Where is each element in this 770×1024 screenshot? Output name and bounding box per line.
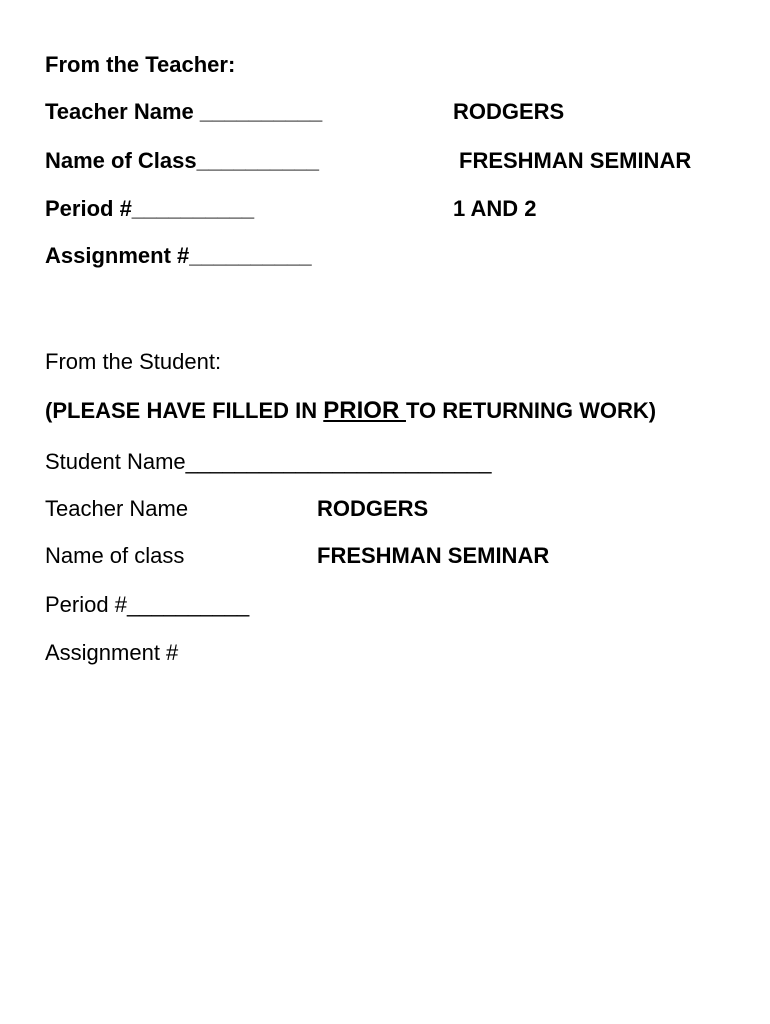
student-period-label: Period #__________ <box>45 592 250 617</box>
assignment-label: Assignment #__________ <box>45 243 312 268</box>
class-value: FRESHMAN SEMINAR <box>459 148 692 173</box>
teacher-name-label: Teacher Name __________ <box>45 99 323 124</box>
student-assignment-label: Assignment # <box>45 640 179 665</box>
instruction-emphasis: PRIOR <box>323 397 406 424</box>
instruction-after: TO RETURNING WORK) <box>405 398 657 423</box>
class-label: Name of Class__________ <box>45 148 319 173</box>
student-teacher-name-value: RODGERS <box>317 496 429 521</box>
instruction-before: (PLEASE HAVE FILLED IN <box>45 398 324 423</box>
teacher-section-heading: From the Teacher: <box>45 52 236 77</box>
student-teacher-name-label: Teacher Name <box>45 496 189 521</box>
student-class-value: FRESHMAN SEMINAR <box>317 543 550 568</box>
period-label: Period #__________ <box>45 196 255 221</box>
student-instruction <box>45 397 656 425</box>
student-name-label: Student Name_________________________ <box>45 449 492 474</box>
teacher-name-value: RODGERS <box>453 99 565 124</box>
student-section-heading: From the Student: <box>45 349 222 374</box>
period-value: 1 AND 2 <box>453 196 537 221</box>
student-class-label: Name of class <box>45 543 185 568</box>
